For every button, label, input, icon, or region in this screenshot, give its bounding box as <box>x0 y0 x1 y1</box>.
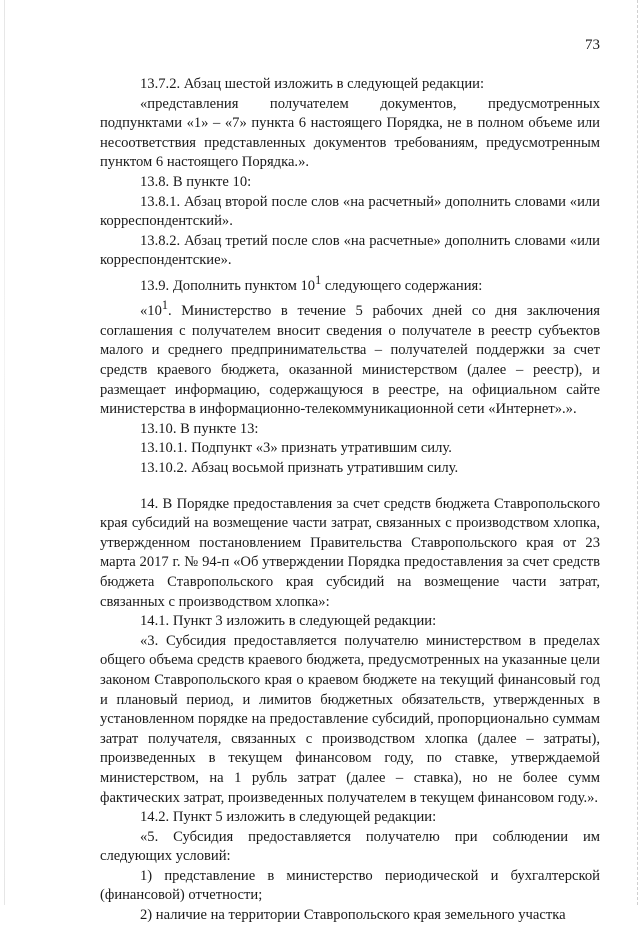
paragraph-13-7-2: 13.7.2. Абзац шестой изложить в следующей редакции: <box>140 76 485 92</box>
superscript-index: 1 <box>161 298 168 313</box>
paragraph-13-10-1: 13.10.1. Подпункт «3» признать утратившим силу. <box>140 440 452 457</box>
scan-edge-left <box>4 0 5 905</box>
paragraph-13-8-2: 13.8.2. Абзац третий после слов «на расчетные» дополнить словами «или корреспондентские». <box>100 232 600 269</box>
paragraph-14: 14. В Порядке предоставления за счет средств бюджета Ставропольского края субсидий на возмещение части затрат, связанных с производством хлопка, утвержденном постановлением Правительства Ставропольского края от 23 марта 2017 г. № 94-п «Об утверждении Порядка предоставления за счет средств бюджета Ставропольского края субсидий на возмещение части затрат, связанных с производством хлопка»: <box>100 495 600 610</box>
paragraph-14-1: 14.1. Пункт 3 изложить в следующей редакции: <box>140 613 437 630</box>
paragraph-quote-5: «5. Субсидия предоставляется получателю при соблюдении им следующих условий: <box>100 828 600 865</box>
paragraph-10-1-lead: «10 <box>140 303 162 320</box>
paragraph-10-1-tail: . Министерство в течение 5 рабочих дней со дня заключения соглашения с получателем вносит сведения о получателе в реестр субъектов малого и среднего предпринимательства – получателей поддержки за счет средств краевого бюджета, оказанной министерством (далее – реестр), и размещает информацию, содержащуюся в реестре, на официальном сайте министерства в информационно-телекоммуникационной сети «Интернет».». <box>100 303 600 418</box>
paragraph-quote-3: «3. Субсидия предоставляется получателю министерством в пределах общего объема средств краевого бюджета, предусмотренных на указанные цели законом Ставропольского края о краевом бюджете на текущий финансовый год и плановый период, и лимитов бюджетных обязательств, утвержденных в установленном порядке на предоставление субсидий, пропорционально суммам затрат получателя, связанных с производством хлопка (далее – затраты), произведенных в текущем финансовом году, по ставке, утверждаемой министерством, на 1 рубль затрат (далее – ставка), но не более сумм фактических затрат, произведенных получателем в текущем финансовом году.». <box>100 632 600 806</box>
paragraph-quote-10-1 <box>100 296 600 419</box>
paragraph-13-8-1: 13.8.1. Абзац второй после слов «на расчетный» дополнить словами «или корреспондентский». <box>100 193 600 230</box>
paragraph-13-10-2: 13.10.2. Абзац восьмой признать утратившим силу. <box>140 460 459 476</box>
list-item-2: 2) наличие на территории Ставропольского края земельного участка <box>140 907 566 924</box>
list-item-1: 1) представление в министерство периодической и бухгалтерской (финансовой) отчетности; <box>100 867 600 904</box>
paragraph-13-10: 13.10. В пункте 13: <box>140 420 259 437</box>
paragraph-14-2: 14.2. Пункт 5 изложить в следующей редакции: <box>140 809 437 826</box>
superscript-index: 1 <box>315 272 322 287</box>
document-body <box>100 75 600 926</box>
page-number: 73 <box>585 37 600 53</box>
paragraph-13-9-tail: следующего содержания: <box>321 277 483 294</box>
paragraph-13-9-lead: 13.9. Дополнить пунктом 10 <box>140 277 316 294</box>
paragraph-quote-documents: «представления получателем документов, предусмотренных подпунктами «1» – «7» пункта 6 настоящего Порядка, не в полном объеме или несоответствия представленных документов требованиям, предусмотренным пунктом 6 настоящего Порядка.». <box>100 95 600 171</box>
paragraph-13-9 <box>100 271 600 296</box>
paragraph-13-8: 13.8. В пункте 10: <box>140 173 252 190</box>
scan-edge-right <box>636 0 638 905</box>
